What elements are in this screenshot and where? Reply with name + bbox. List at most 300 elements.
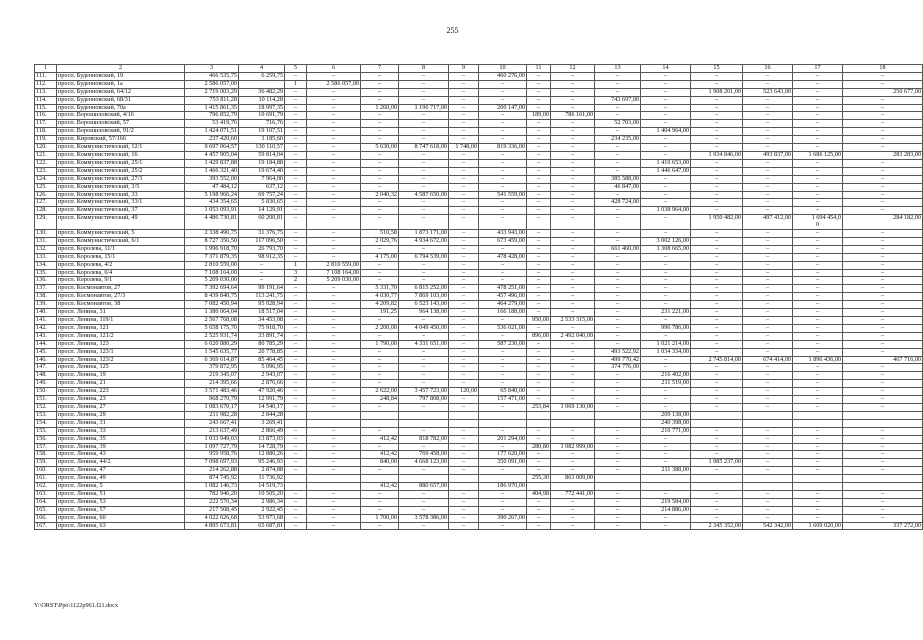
value-cell: 2 986,34 (239, 498, 285, 506)
value-cell: – (307, 380, 361, 388)
row-number: 122. (35, 159, 57, 167)
column-number: 14 (641, 65, 691, 73)
value-cell: 7 082 450,94 (185, 301, 239, 309)
value-cell: – (479, 159, 527, 167)
table-row (35, 112, 923, 120)
value-cell: – (399, 151, 449, 159)
value-cell: – (595, 167, 641, 175)
value-cell: – (285, 144, 307, 152)
value-cell: – (743, 285, 793, 293)
value-cell: – (595, 191, 641, 199)
value-cell: 1 021 214,00 (641, 340, 691, 348)
value-cell: – (843, 128, 923, 136)
row-number: 133. (35, 253, 57, 261)
value-cell: 85 464,45 (239, 356, 285, 364)
value-cell: 250 677,00 (843, 88, 923, 96)
value-cell: 166 188,00 (479, 309, 527, 317)
value-cell: – (449, 277, 479, 285)
value-cell: – (843, 427, 923, 435)
value-cell: – (307, 285, 361, 293)
value-cell: 31 376,75 (239, 230, 285, 238)
value-cell: – (307, 207, 361, 215)
value-cell: 950,00 (527, 317, 551, 325)
value-cell (527, 411, 551, 419)
value-cell: – (595, 128, 641, 136)
value-cell: 7 392 694,64 (185, 285, 239, 293)
address-cell: просп. Королева, 4/2 (57, 261, 185, 269)
value-cell: 2 (285, 277, 307, 285)
value-cell: – (361, 88, 399, 96)
value-cell: – (793, 435, 843, 443)
value-cell (595, 475, 641, 483)
value-cell: – (527, 293, 551, 301)
address-cell: просп. Ленина, 123 (57, 340, 185, 348)
value-cell: – (691, 230, 743, 238)
value-cell: – (743, 245, 793, 253)
value-cell: – (551, 128, 595, 136)
value-cell: – (641, 112, 691, 120)
value-cell: – (449, 159, 479, 167)
value-cell: 8 439 840,75 (185, 293, 239, 301)
value-cell: – (793, 136, 843, 144)
value-cell: – (843, 364, 923, 372)
address-cell: просп. Коммунистический, 37 (57, 207, 185, 215)
value-cell: – (527, 467, 551, 475)
value-cell: – (449, 490, 479, 498)
value-cell: – (793, 96, 843, 104)
value-cell: 8 727 356,50 (185, 237, 239, 245)
file-path-footer: Y:\ORST\Ppo\1122p961.f21.docx (34, 602, 119, 609)
table-row (35, 340, 923, 348)
row-number: 132. (35, 245, 57, 253)
value-cell: – (527, 324, 551, 332)
value-cell: 95 028,94 (239, 301, 285, 309)
value-cell: – (361, 136, 399, 144)
value-cell: – (527, 96, 551, 104)
value-cell: – (285, 427, 307, 435)
value-cell: 3 571 483,46 (185, 388, 239, 396)
value-cell: – (399, 443, 449, 451)
value-cell: 1 686 125,00 (793, 151, 843, 159)
value-cell: – (449, 348, 479, 356)
value-cell: 1 308 665,00 (641, 245, 691, 253)
value-cell: – (691, 490, 743, 498)
value-cell: – (449, 245, 479, 253)
value-cell: – (449, 183, 479, 191)
value-cell: 499 770,42 (595, 356, 641, 364)
table-row (35, 215, 923, 230)
value-cell: – (361, 277, 399, 285)
row-number: 135. (35, 269, 57, 277)
value-cell: 2 844,28 (239, 411, 285, 419)
value-cell: 7 108 164,00 (307, 269, 361, 277)
value-cell: – (285, 403, 307, 411)
value-cell: 283 283,00 (843, 151, 923, 159)
value-cell: – (793, 159, 843, 167)
value-cell: 10 505,20 (239, 490, 285, 498)
value-cell: 2 866,49 (239, 427, 285, 435)
value-cell: – (595, 388, 641, 396)
value-cell: 2 745 814,00 (691, 356, 743, 364)
value-cell: 216 402,00 (641, 372, 691, 380)
value-cell: – (551, 80, 595, 88)
table-row (35, 364, 923, 372)
value-cell: – (285, 435, 307, 443)
value-cell (527, 419, 551, 427)
value-cell: – (285, 293, 307, 301)
value-cell: – (551, 215, 595, 230)
value-cell: 201 294,00 (479, 435, 527, 443)
address-cell: просп. Ленина, 63 (57, 522, 185, 530)
value-cell: – (843, 183, 923, 191)
value-cell: 2 567 768,08 (185, 317, 239, 325)
value-cell: – (307, 317, 361, 325)
value-cell: – (399, 522, 449, 530)
value-cell: – (595, 340, 641, 348)
value-cell: – (285, 459, 307, 467)
value-cell: 234 235,00 (595, 136, 641, 144)
value-cell: 65 687,81 (239, 522, 285, 530)
value-cell: – (449, 498, 479, 506)
value-cell: – (843, 498, 923, 506)
value-cell: – (641, 514, 691, 522)
table-row (35, 301, 923, 309)
value-cell: – (239, 269, 285, 277)
value-cell: – (793, 467, 843, 475)
row-number: 148. (35, 372, 57, 380)
value-cell: 14 728,79 (239, 443, 285, 451)
value-cell: – (843, 332, 923, 340)
value-cell: 219 584,00 (641, 498, 691, 506)
value-cell: – (449, 427, 479, 435)
table-row (35, 293, 923, 301)
value-cell: – (307, 96, 361, 104)
value-cell: – (595, 506, 641, 514)
row-number: 121. (35, 151, 57, 159)
value-cell: 863 009,00 (551, 475, 595, 483)
value-cell: – (595, 159, 641, 167)
value-cell: – (551, 136, 595, 144)
value-cell: – (449, 443, 479, 451)
value-cell: – (479, 522, 527, 530)
value-cell: – (449, 467, 479, 475)
value-cell: – (479, 215, 527, 230)
value-cell: 457 496,00 (479, 293, 527, 301)
value-cell: 1 082 146,73 (185, 483, 239, 491)
value-cell: 1 950 482,00 (691, 215, 743, 230)
value-cell: – (285, 514, 307, 522)
value-cell: – (527, 237, 551, 245)
value-cell: 3 457 723,00 (399, 388, 449, 396)
value-cell: – (285, 317, 307, 325)
value-cell: 2 586 057,00 (307, 80, 361, 88)
value-cell: – (449, 128, 479, 136)
value-cell: – (361, 80, 399, 88)
value-cell: 819 336,00 (479, 144, 527, 152)
value-cell: 1 996 918,70 (185, 245, 239, 253)
value-cell: – (691, 72, 743, 80)
value-cell: – (793, 309, 843, 317)
value-cell: 996 786,00 (641, 324, 691, 332)
value-cell: – (551, 293, 595, 301)
value-cell: – (691, 128, 743, 136)
value-cell: 1 873 171,00 (399, 230, 449, 238)
table-row (35, 269, 923, 277)
address-cell: просп. Ворошиловский, 91/2 (57, 128, 185, 136)
value-cell: – (691, 388, 743, 396)
value-cell: – (691, 104, 743, 112)
value-cell: – (641, 277, 691, 285)
value-cell: – (793, 506, 843, 514)
address-cell: просп. Ленина, 27 (57, 403, 185, 411)
value-cell (793, 475, 843, 483)
value-cell: – (285, 245, 307, 253)
row-number: 156. (35, 435, 57, 443)
value-cell: – (551, 427, 595, 435)
value-cell: – (793, 80, 843, 88)
value-cell: 2 492 040,00 (551, 332, 595, 340)
value-cell: 26 793,70 (239, 245, 285, 253)
value-cell (449, 419, 479, 427)
value-cell: 2 525 931,74 (185, 332, 239, 340)
row-number: 159. (35, 459, 57, 467)
value-cell: – (843, 261, 923, 269)
value-cell: – (527, 136, 551, 144)
value-cell: – (793, 285, 843, 293)
value-cell: 673 459,00 (479, 237, 527, 245)
value-cell: – (595, 277, 641, 285)
value-cell: – (527, 144, 551, 152)
value-cell: – (479, 183, 527, 191)
address-cell: просп. Ленина, 57 (57, 506, 185, 514)
table-row (35, 96, 923, 104)
value-cell: – (793, 128, 843, 136)
value-cell: – (361, 317, 399, 325)
value-cell: – (641, 253, 691, 261)
value-cell: – (793, 104, 843, 112)
value-cell: – (595, 112, 641, 120)
value-cell: 753 811,28 (185, 96, 239, 104)
value-cell: – (843, 245, 923, 253)
value-cell: – (527, 88, 551, 96)
value-cell: – (551, 348, 595, 356)
value-cell: – (527, 396, 551, 404)
value-cell: – (361, 522, 399, 530)
column-number: 12 (551, 65, 595, 73)
value-cell: 113 241,75 (239, 293, 285, 301)
value-cell: 510,58 (361, 230, 399, 238)
address-cell: просп. Ленина, 35 (57, 435, 185, 443)
value-cell: – (743, 324, 793, 332)
value-cell: 98 912,35 (239, 253, 285, 261)
value-cell: 464 279,00 (479, 301, 527, 309)
value-cell: – (691, 467, 743, 475)
value-cell: 782 946,20 (185, 490, 239, 498)
value-cell: – (743, 80, 793, 88)
value-cell: – (551, 435, 595, 443)
value-cell: 214 262,88 (185, 467, 239, 475)
value-cell: – (479, 167, 527, 175)
value-cell: – (527, 183, 551, 191)
value-cell: – (527, 340, 551, 348)
address-cell: просп. Космонавтов, 27 (57, 285, 185, 293)
value-cell: – (307, 215, 361, 230)
value-cell: – (691, 498, 743, 506)
value-cell: – (527, 506, 551, 514)
value-cell: – (285, 136, 307, 144)
value-cell (595, 411, 641, 419)
value-cell: – (361, 245, 399, 253)
row-number: 163. (35, 490, 57, 498)
address-cell: просп. Буденновский, 19 (57, 72, 185, 80)
value-cell: – (743, 237, 793, 245)
row-number: 128. (35, 207, 57, 215)
table-row (35, 151, 923, 159)
value-cell: – (641, 261, 691, 269)
value-cell: 4 587 650,00 (399, 191, 449, 199)
value-cell: 10 114,28 (239, 96, 285, 104)
value-cell: – (479, 490, 527, 498)
value-cell: – (449, 269, 479, 277)
value-cell: – (285, 372, 307, 380)
value-cell: – (641, 301, 691, 309)
value-cell: – (307, 167, 361, 175)
value-cell: – (551, 396, 595, 404)
value-cell: – (691, 285, 743, 293)
value-cell: – (595, 151, 641, 159)
value-cell: – (843, 175, 923, 183)
address-cell: просп. Коммунистический, 25/1 (57, 159, 185, 167)
table-row (35, 136, 923, 144)
value-cell: – (641, 96, 691, 104)
value-cell (449, 475, 479, 483)
value-cell: 2 338 490,75 (185, 230, 239, 238)
value-cell: 34 453,08 (239, 317, 285, 325)
value-cell: 19 107,51 (239, 128, 285, 136)
value-cell: – (641, 317, 691, 325)
value-cell: – (361, 183, 399, 191)
value-cell: – (843, 403, 923, 411)
value-cell: 14 519,73 (239, 483, 285, 491)
value-cell: – (449, 191, 479, 199)
address-cell: просп. Ленина, 33 (57, 427, 185, 435)
value-cell: 53 419,76 (185, 120, 239, 128)
value-cell (361, 419, 399, 427)
value-cell: – (743, 144, 793, 152)
value-cell: – (595, 324, 641, 332)
value-cell (641, 475, 691, 483)
value-cell: – (285, 191, 307, 199)
value-cell: – (479, 403, 527, 411)
value-cell: 460 276,00 (479, 72, 527, 80)
table-row (35, 372, 923, 380)
address-cell: просп. Королева, 15/1 (57, 253, 185, 261)
value-cell: – (641, 490, 691, 498)
address-cell: просп. Ленина, 21 (57, 380, 185, 388)
value-cell: – (449, 175, 479, 183)
value-cell: – (479, 80, 527, 88)
value-cell: 99 191,64 (239, 285, 285, 293)
table-row (35, 451, 923, 459)
value-cell: – (551, 498, 595, 506)
value-cell: – (361, 207, 399, 215)
value-cell: 6 794 539,00 (399, 253, 449, 261)
value-cell: – (743, 207, 793, 215)
value-cell: – (307, 183, 361, 191)
value-cell: – (691, 277, 743, 285)
value-cell: 716,76 (239, 120, 285, 128)
address-cell: просп. Коммунистический, 16 (57, 151, 185, 159)
value-cell: 769 458,00 (399, 451, 449, 459)
value-cell: – (527, 372, 551, 380)
value-cell: – (691, 396, 743, 404)
value-cell: 1 934 846,00 (691, 151, 743, 159)
column-number: 9 (449, 65, 479, 73)
row-number: 116. (35, 112, 57, 120)
address-cell: просп. Ленина, 19 (57, 372, 185, 380)
value-cell: 1 466 321,40 (185, 167, 239, 175)
value-cell: – (399, 175, 449, 183)
value-cell: – (793, 175, 843, 183)
value-cell: – (479, 364, 527, 372)
value-cell: – (843, 459, 923, 467)
value-cell: 280,80 (527, 443, 551, 451)
value-cell: – (551, 230, 595, 238)
value-cell: – (793, 167, 843, 175)
value-cell: – (361, 120, 399, 128)
value-cell: – (551, 340, 595, 348)
value-cell: – (527, 459, 551, 467)
value-cell: 497 412,00 (743, 215, 793, 230)
value-cell: – (641, 104, 691, 112)
value-cell: – (743, 72, 793, 80)
value-cell: – (843, 372, 923, 380)
value-cell: – (527, 364, 551, 372)
value-cell: 214 886,00 (641, 506, 691, 514)
table-row (35, 317, 923, 325)
value-cell (551, 419, 595, 427)
value-cell: – (743, 293, 793, 301)
value-cell (285, 475, 307, 483)
row-number: 155. (35, 427, 57, 435)
row-number: 112. (35, 80, 57, 88)
value-cell: 5 830,65 (239, 199, 285, 207)
row-number: 118. (35, 128, 57, 136)
value-cell: – (479, 136, 527, 144)
value-cell: – (691, 207, 743, 215)
value-cell: – (743, 96, 793, 104)
value-cell: 2 029,76 (361, 237, 399, 245)
value-cell: 4 486 730,81 (185, 215, 239, 230)
value-cell: – (641, 72, 691, 80)
value-cell: – (691, 175, 743, 183)
value-cell: – (527, 301, 551, 309)
value-cell: – (527, 191, 551, 199)
value-cell: – (479, 151, 527, 159)
table-row (35, 309, 923, 317)
value-cell: – (449, 309, 479, 317)
value-cell: – (843, 467, 923, 475)
value-cell: – (691, 293, 743, 301)
address-cell: просп. Королева, 6/4 (57, 269, 185, 277)
value-cell: – (743, 261, 793, 269)
value-cell: – (743, 506, 793, 514)
value-cell: – (743, 403, 793, 411)
value-cell: – (743, 167, 793, 175)
value-cell: – (843, 230, 923, 238)
value-cell: 18 517,04 (239, 309, 285, 317)
value-cell: – (691, 443, 743, 451)
